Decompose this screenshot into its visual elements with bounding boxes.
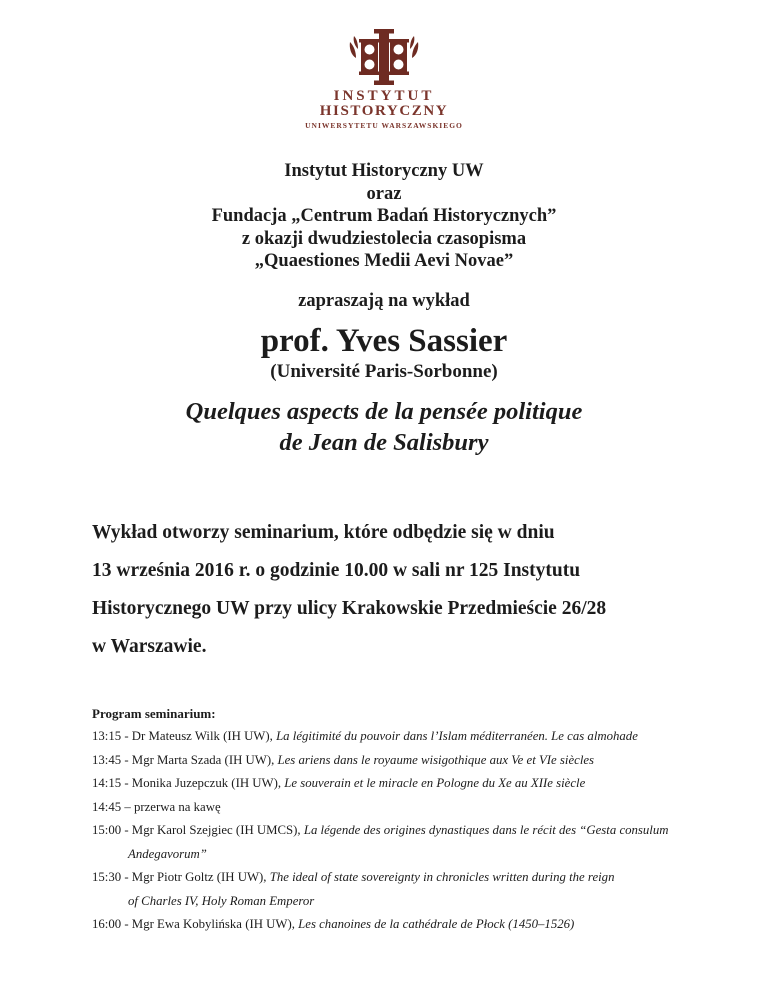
program-item-title: Les ariens dans le royaume wisigothique aux Ve et VIe siècles: [277, 752, 595, 767]
paragraph-line: 13 września 2016 r. o godzinie 10.00 w sali nr 125 Instytutu: [92, 559, 581, 581]
invitation-text: zapraszają na wykład: [298, 290, 470, 311]
program-item-title: La légende des origines dynastiques dans le récit des “Gesta consulum: [303, 823, 669, 837]
program-item-speaker: 15:00 - Mgr Karol Szejgiec (IH UMCS),: [92, 823, 304, 837]
program-item-title-continuation: Andegavorum”: [128, 846, 207, 861]
program-item-title: The ideal of state sovereignty in chronicles written during the reign: [269, 870, 615, 884]
program-item-speaker: 14:15 - Monika Juzepczuk (IH UW),: [92, 776, 285, 790]
organizer-line: Instytut Historyczny UW: [284, 161, 484, 181]
program-heading: Program seminarium:: [92, 705, 216, 721]
program-item-speaker: 14:45 – przerwa na kawę: [92, 799, 221, 814]
program-item: [92, 866, 708, 890]
institute-logo: [0, 0, 768, 130]
paragraph-line: Historycznego UW przy ulicy Krakowskie Przedmieście 26/28: [92, 597, 607, 619]
program-item: [92, 913, 708, 937]
lecture-title: [0, 396, 768, 458]
organizers-block: [0, 160, 768, 273]
program-item-title: Le souverain et le miracle en Pologne du Xe au XIIe siècle: [284, 776, 586, 790]
program-item-speaker: 13:45 - Mgr Marta Szada (IH UW),: [92, 752, 278, 767]
logo-university-name: UNIWERSYTETU WARSZAWSKIEGO: [305, 121, 463, 130]
seminar-details-paragraph: [92, 514, 768, 666]
paragraph-line: Wykład otworzy seminarium, które odbędzie się w dniu: [92, 521, 555, 543]
program-item: [92, 819, 708, 843]
organizer-line: oraz: [366, 183, 402, 204]
program-item: [92, 772, 708, 796]
organizer-line: Fundacja „Centrum Badań Historycznych”: [211, 206, 557, 226]
lecture-title-line-2: de Jean de Salisbury: [279, 428, 489, 456]
lecture-title-line-1: Quelques aspects de la pensée politique: [185, 397, 583, 425]
paragraph-line: w Warszawie.: [92, 635, 207, 657]
speaker-affiliation: (Université Paris-Sorbonne): [270, 360, 498, 382]
program-item-speaker: 15:30 - Mgr Piotr Goltz (IH UW),: [92, 870, 270, 884]
program-item-title: La légitimité du pouvoir dans l’Islam méditerranéen. Le cas almohade: [276, 729, 638, 743]
speaker-name: prof. Yves Sassier: [260, 322, 508, 359]
program-item-title-continuation: of Charles IV, Holy Roman Emperor: [128, 893, 315, 908]
logo-institute-name: INSTYTUT: [333, 88, 435, 104]
organizer-line: z okazji dwudziestolecia czasopisma: [241, 228, 527, 249]
program-item: [92, 749, 708, 773]
organizer-line: „Quaestiones Medii Aevi Novae”: [254, 251, 514, 271]
program-item-title: Les chanoines de la cathédrale de Płock (1450–1526): [298, 917, 575, 931]
seminar-program: [92, 702, 708, 937]
program-item-speaker: 13:15 - Dr Mateusz Wilk (IH UW),: [92, 729, 277, 743]
logo-institute-name-2: HISTORYCZNY: [319, 103, 449, 119]
ih-monogram-laurel-icon: [346, 28, 422, 86]
program-item-coffee-break: [92, 796, 708, 820]
program-item-speaker: 16:00 - Mgr Ewa Kobylińska (IH UW),: [92, 917, 299, 931]
program-item: [92, 725, 708, 749]
